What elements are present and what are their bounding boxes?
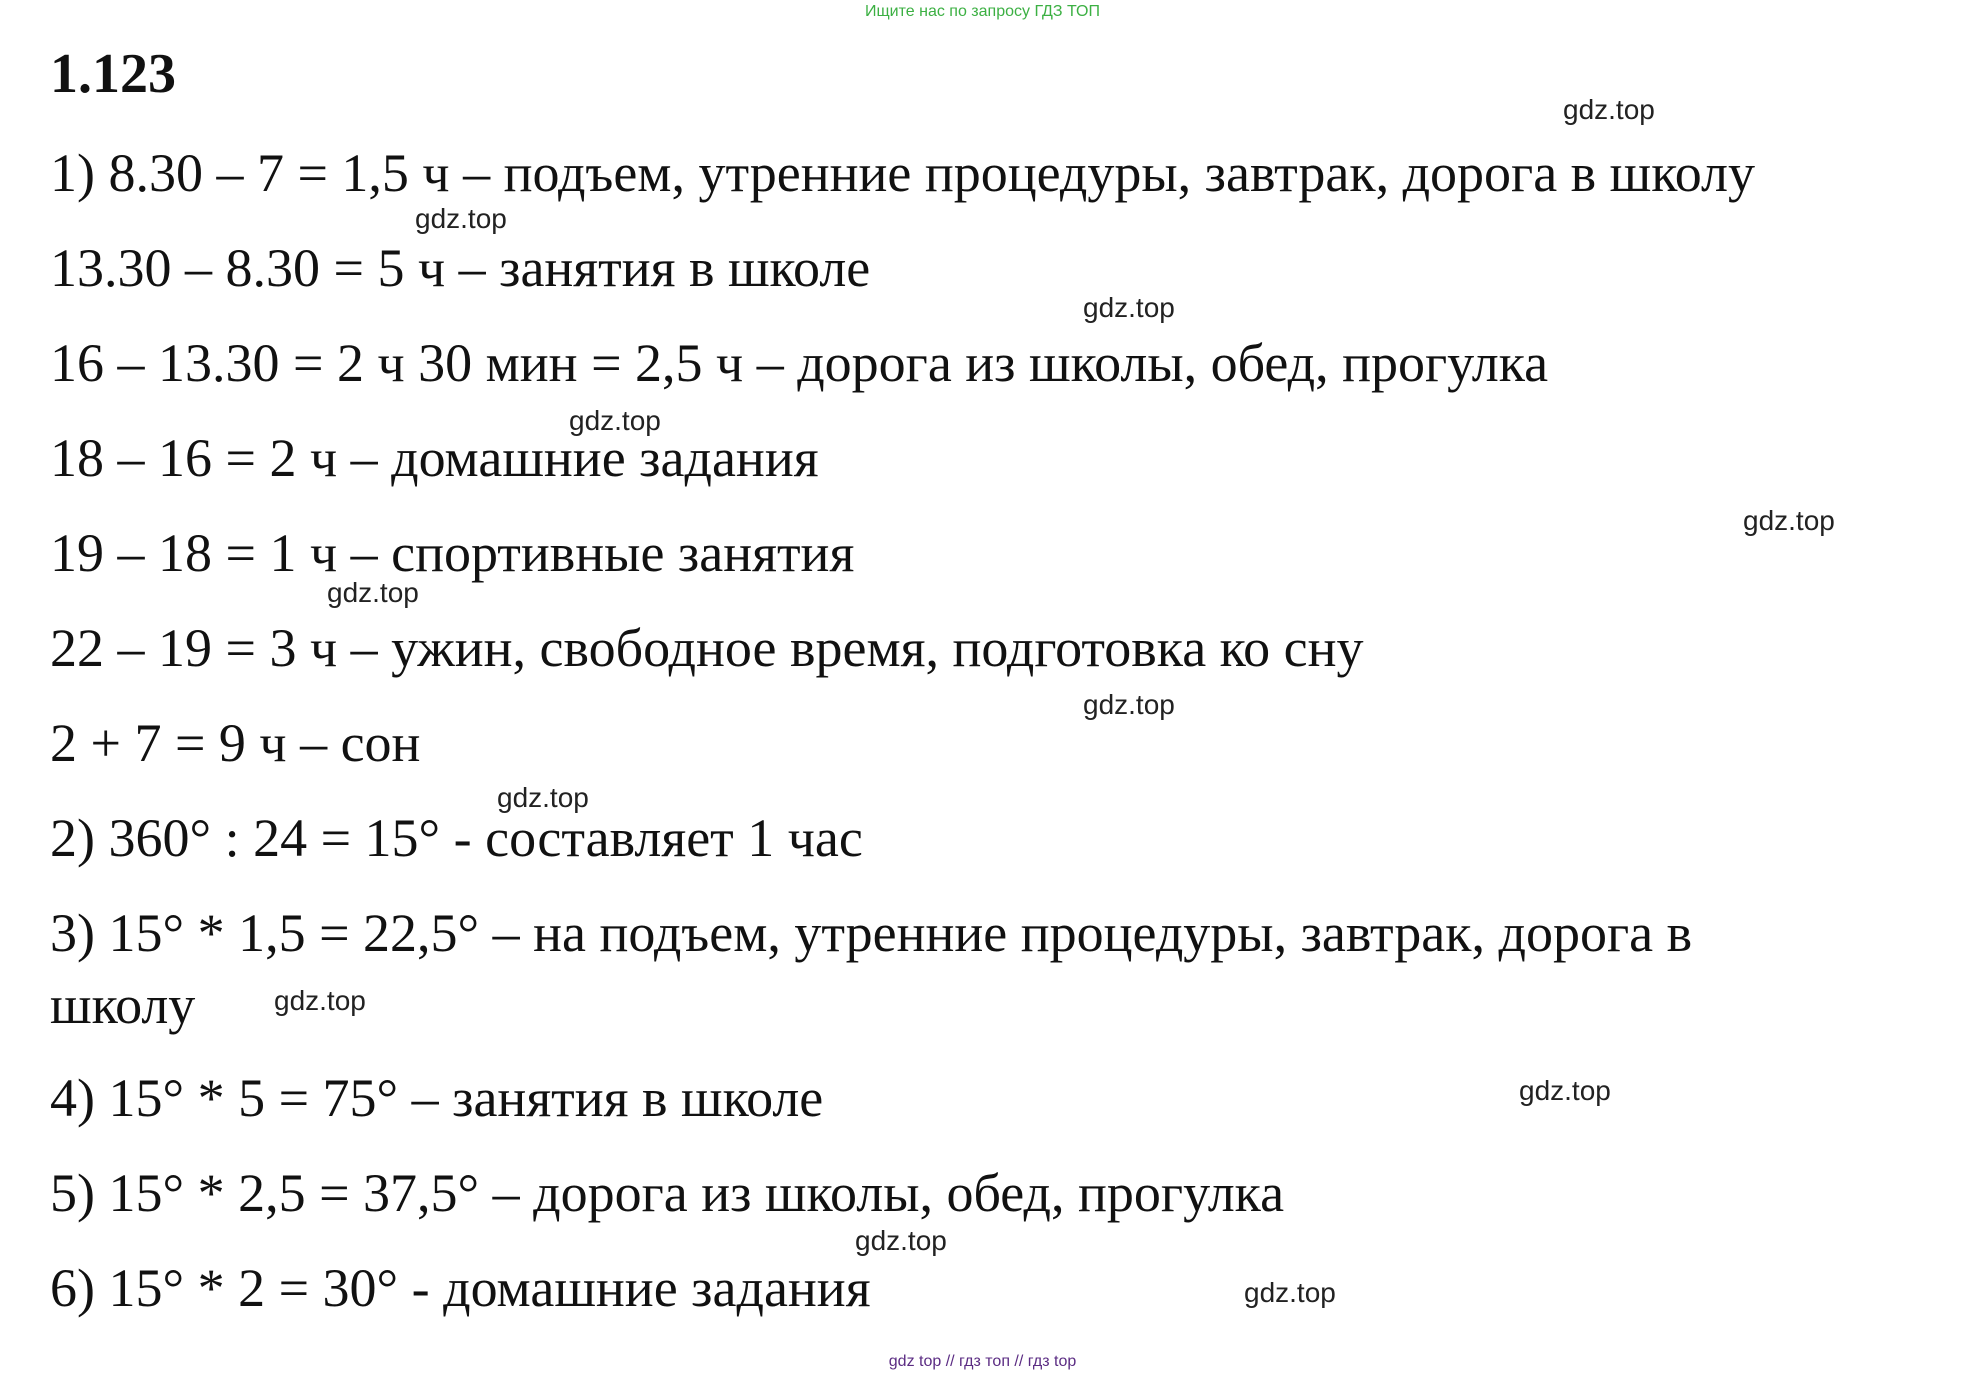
solution-line-1: 1) 8.30 – 7 = 1,5 ч – подъем, утренние процедуры, завтрак, дорога в школу [50, 143, 1755, 203]
watermark: gdz.top [1083, 292, 1175, 323]
solution-line-11: 4) 15° * 5 = 75° – занятия в школе [50, 1068, 824, 1128]
watermark: gdz.top [1519, 1075, 1611, 1106]
solution-line-7: 2 + 7 = 9 ч – сон [50, 713, 421, 773]
top-search-note: Ищите нас по запросу ГДЗ ТОП [865, 3, 1100, 20]
watermark: gdz.top [274, 985, 366, 1016]
solution-line-5: 19 – 18 = 1 ч – спортивные занятия [50, 523, 855, 583]
solution-line-3: 16 – 13.30 = 2 ч 30 мин = 2,5 ч – дорога из школы, обед, прогулка [50, 333, 1549, 393]
solution-line-2: 13.30 – 8.30 = 5 ч – занятия в школе [50, 238, 871, 298]
solution-line-13: 6) 15° * 2 = 30° - домашние задания [50, 1258, 871, 1318]
watermark: gdz.top [1563, 94, 1655, 125]
watermark: gdz.top [855, 1225, 947, 1256]
bottom-site-note: gdz top // гдз топ // гдз top [888, 1353, 1077, 1370]
solution-line-9: 3) 15° * 1,5 = 22,5° – на подъем, утренние процедуры, завтрак, дорога в [50, 903, 1693, 963]
watermark: gdz.top [1244, 1277, 1336, 1308]
solution-line-6: 22 – 19 = 3 ч – ужин, свободное время, подготовка ко сну [50, 618, 1364, 678]
watermark: gdz.top [415, 203, 507, 234]
task-number: 1.123 [50, 43, 176, 105]
watermark: gdz.top [1083, 689, 1175, 720]
watermark: gdz.top [569, 405, 661, 436]
solution-line-12: 5) 15° * 2,5 = 37,5° – дорога из школы, обед, прогулка [50, 1163, 1285, 1223]
watermark: gdz.top [327, 577, 419, 608]
watermark: gdz.top [1743, 505, 1835, 536]
solution-line-8: 2) 360° : 24 = 15° - составляет 1 час [50, 808, 863, 868]
watermark: gdz.top [497, 782, 589, 813]
solution-line-10: школу [50, 975, 196, 1035]
solution-line-4: 18 – 16 = 2 ч – домашние задания [50, 428, 819, 488]
